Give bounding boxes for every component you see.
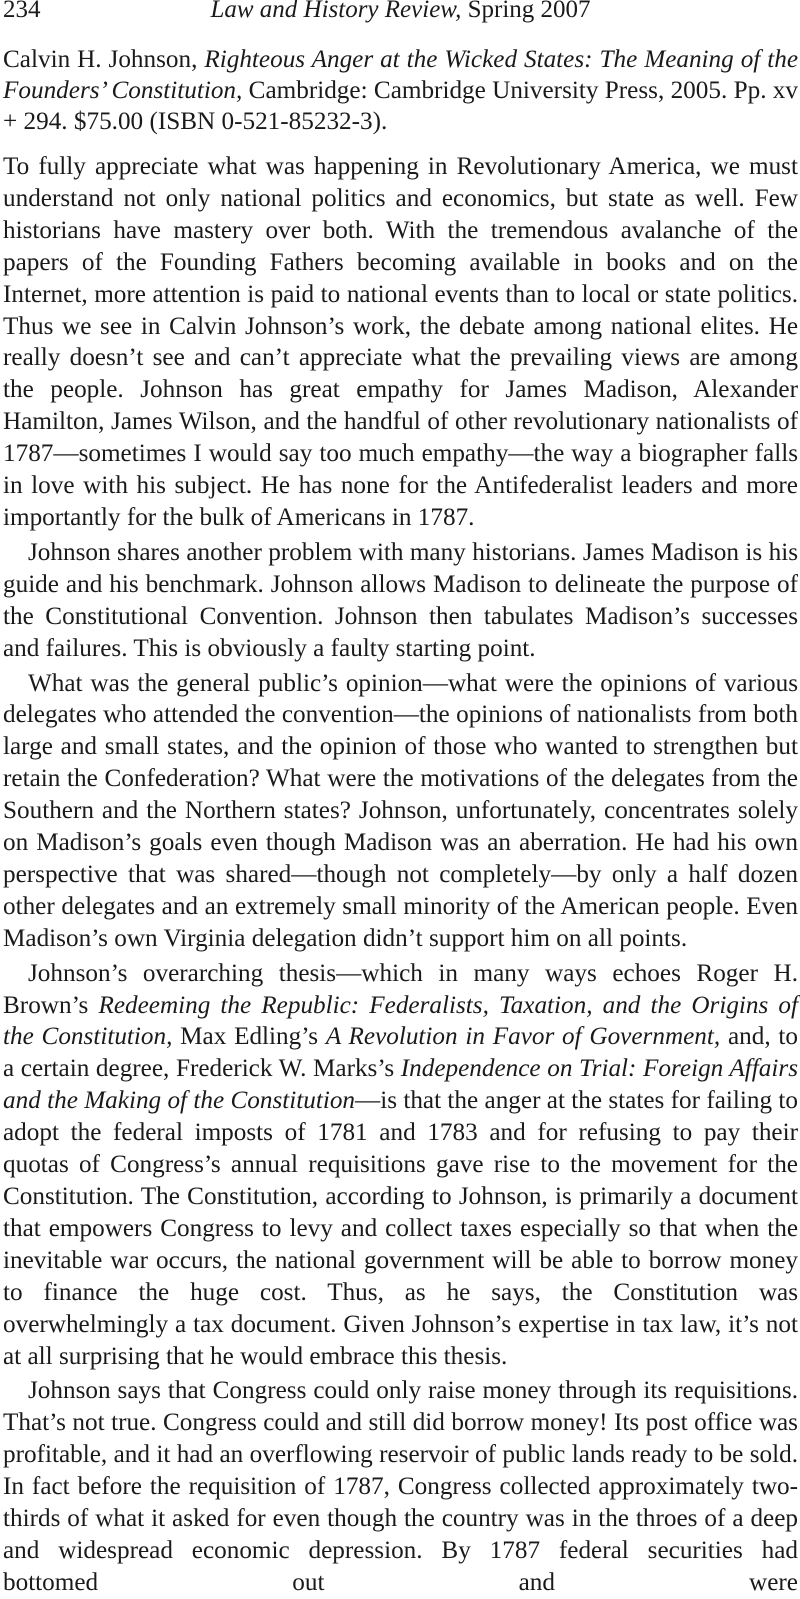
paragraph-3: What was the general public’s opinion—what were the opinions of various delegates who attended the convention—the opinions of nationalists from both large and small states, and the opinion of those who wanted to strengthen but retain the Confederation? What were the motivations of the delegates from the Southern and the Northern states? Johnson, unfortunately, concentrates solely on Madison’s goals even though Madison was an aberration. He had his own perspective that was shared—though not completely—by only a half dozen other delegates and an extremely small minority of the American people. Even Madison’s own Virginia delegation didn’t support him on all points.: [3, 669, 798, 952]
paragraph-4: [3, 958, 798, 1373]
citation-author: Calvin H. Johnson,: [3, 46, 205, 73]
citation-title: Righteous Anger at the Wicked States: The Meaning of the Founders’ Constitution,: [3, 46, 798, 104]
book-title-revolution: A Revolution in Favor of Government,: [325, 1023, 721, 1051]
book-title-independence: Independence on Trial: Foreign Affairs and the Making of the Constitution: [3, 1055, 798, 1115]
citation-publisher: Cambridge: Cambridge University Press, 2005. Pp. xv + 294. $75.00 (ISBN 0-521-85232-3).: [3, 77, 798, 135]
paragraph-4-text-2: Max Edling’s: [172, 1023, 326, 1051]
journal-issue: Spring 2007: [461, 0, 591, 23]
page-number: 234: [3, 0, 41, 23]
book-citation: [3, 44, 798, 137]
journal-name: Law and History Review,: [210, 0, 462, 23]
review-body: [3, 151, 798, 1599]
journal-title: [3, 0, 798, 26]
book-title-redeeming: Redeeming the Republic: Federalists, Taxation, and the Origins of the Constitution,: [3, 991, 798, 1051]
paragraph-4-text-3: and, to a certain degree, Frederick W. Marks’s: [3, 1023, 798, 1083]
paragraph-2: Johnson shares another problem with many historians. James Madison is his guide and his benchmark. Johnson allows Madison to delineate the purpose of the Constitutional Convention. Johnson then tabulates Madison’s successes and failures. This is obviously a faulty starting point.: [3, 538, 798, 662]
paragraph-4-text-1: Johnson’s overarching thesis—which in many ways echoes Roger H. Brown’s: [3, 959, 798, 1019]
paragraph-4-text-4: —is that the anger at the states for failing to adopt the federal imposts of 1781 and 1783 and for refusing to pay their quotas of Congress’s annual requisitions gave rise to the movement for the Constitution. The Constitution, according to Johnson, is primarily a document that empowers Congress to levy and collect taxes especially so that when the inevitable war occurs, the national government will be able to borrow money to finance the huge cost. Thus, as he says, the Constitution was overwhelmingly a tax document. Given Johnson’s expertise in tax law, it’s not at all surprising that he would embrace this thesis.: [3, 1087, 799, 1370]
paragraph-5: Johnson says that Congress could only raise money through its requisitions. That’s not true. Congress could and still did borrow money! Its post office was profitable, and it had an overflowing reservoir of public lands ready to be sold. In fact before the requisition of 1787, Congress collected approximately two-thirds of what it asked for even though the country was in the throes of a deep and widespread economic depression. By 1787 federal securities had bottomed out and were: [3, 1377, 798, 1596]
paragraph-1: To fully appreciate what was happening in Revolutionary America, we must understand not only national politics and economics, but state as well. Few historians have mastery over both. With the tremendous avalanche of the papers of the Founding Fathers becoming available in books and on the Internet, more attention is paid to national events than to local or state politics. Thus we see in Calvin Johnson’s work, the debate among national elites. He really doesn’t see and can’t appreciate what the prevailing views are among the people. Johnson has great empathy for James Madison, Alexander Hamilton, James Wilson, and the handful of other revolutionary nationalists of 1787—sometimes I would say too much empathy—the way a biographer falls in love with his subject. He has none for the Antifederalist leaders and more importantly for the bulk of Americans in 1787.: [3, 153, 798, 531]
running-head: [3, 0, 798, 26]
